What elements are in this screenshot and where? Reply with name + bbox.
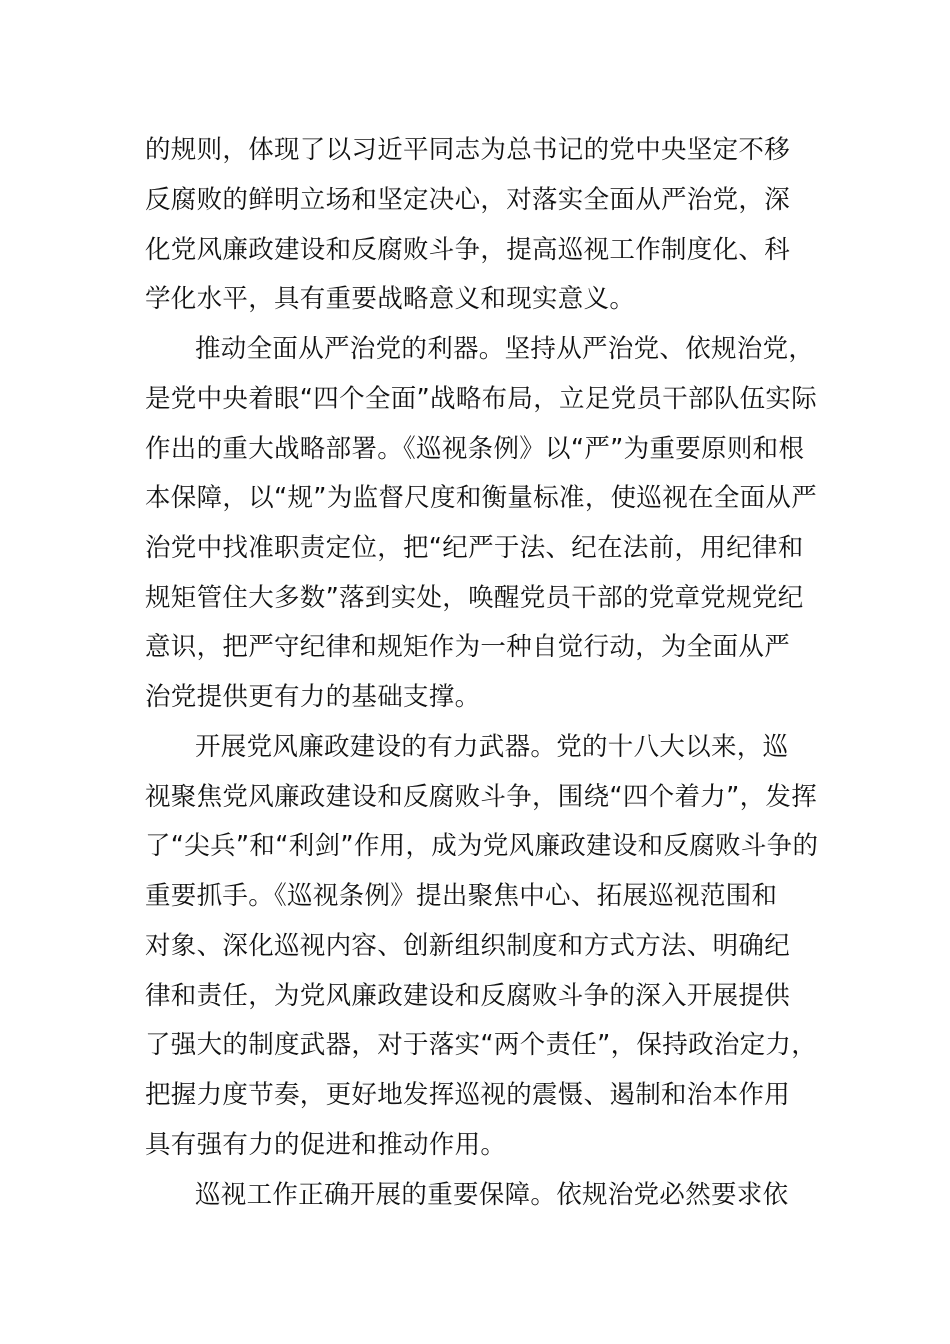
text-line: 意识，把严守纪律和规矩作为一种自觉行动，为全面从严	[145, 632, 791, 662]
text-line: 重要抓手。《巡视条例》提出聚焦中心、拓展巡视范围和	[145, 881, 778, 911]
paragraph-start-line: 推动全面从严治党的利器。坚持从严治党、依规治党，	[195, 334, 815, 364]
text-line: 反腐败的鲜明立场和坚定决心，对落实全面从严治党，深	[145, 185, 791, 215]
text-line: 对象、深化巡视内容、创新组织制度和方式方法、明确纪	[145, 931, 791, 961]
text-line: 视聚焦党风廉政建设和反腐败斗争，围绕“四个着力”，发挥	[145, 782, 818, 812]
text-line: 规矩管住大多数”落到实处，唤醒党员干部的党章党规党纪	[145, 583, 804, 613]
text-line: 治党提供更有力的基础支撑。	[145, 682, 481, 712]
text-line: 治党中找准职责定位，把“纪严于法、纪在法前，用纪律和	[145, 533, 804, 563]
text-line: 本保障，以“规”为监督尺度和衡量标准，使巡视在全面从严	[145, 483, 818, 513]
paragraph-start-line: 开展党风廉政建设的有力武器。党的十八大以来，巡	[195, 732, 789, 762]
paragraph-start-line: 巡视工作正确开展的重要保障。依规治党必然要求依	[195, 1180, 789, 1210]
text-line: 了强大的制度武器，对于落实“两个责任”，保持政治定力，	[145, 1030, 818, 1060]
text-line: 具有强有力的促进和推动作用。	[145, 1130, 507, 1160]
text-line: 是党中央着眼“四个全面”战略布局，立足党员干部队伍实际	[145, 384, 818, 414]
text-line: 的规则，体现了以习近平同志为总书记的党中央坚定不移	[145, 135, 791, 165]
text-line: 把握力度节奏，更好地发挥巡视的震慑、遏制和治本作用	[145, 1080, 791, 1110]
text-line: 律和责任，为党风廉政建设和反腐败斗争的深入开展提供	[145, 981, 791, 1011]
text-line: 化党风廉政建设和反腐败斗争，提高巡视工作制度化、科	[145, 235, 791, 265]
text-line: 作出的重大战略部署。《巡视条例》以“严”为重要原则和根	[145, 434, 805, 464]
text-line: 学化水平，具有重要战略意义和现实意义。	[145, 284, 636, 314]
text-line: 了“尖兵”和“利剑”作用，成为党风廉政建设和反腐败斗争的	[145, 831, 819, 861]
